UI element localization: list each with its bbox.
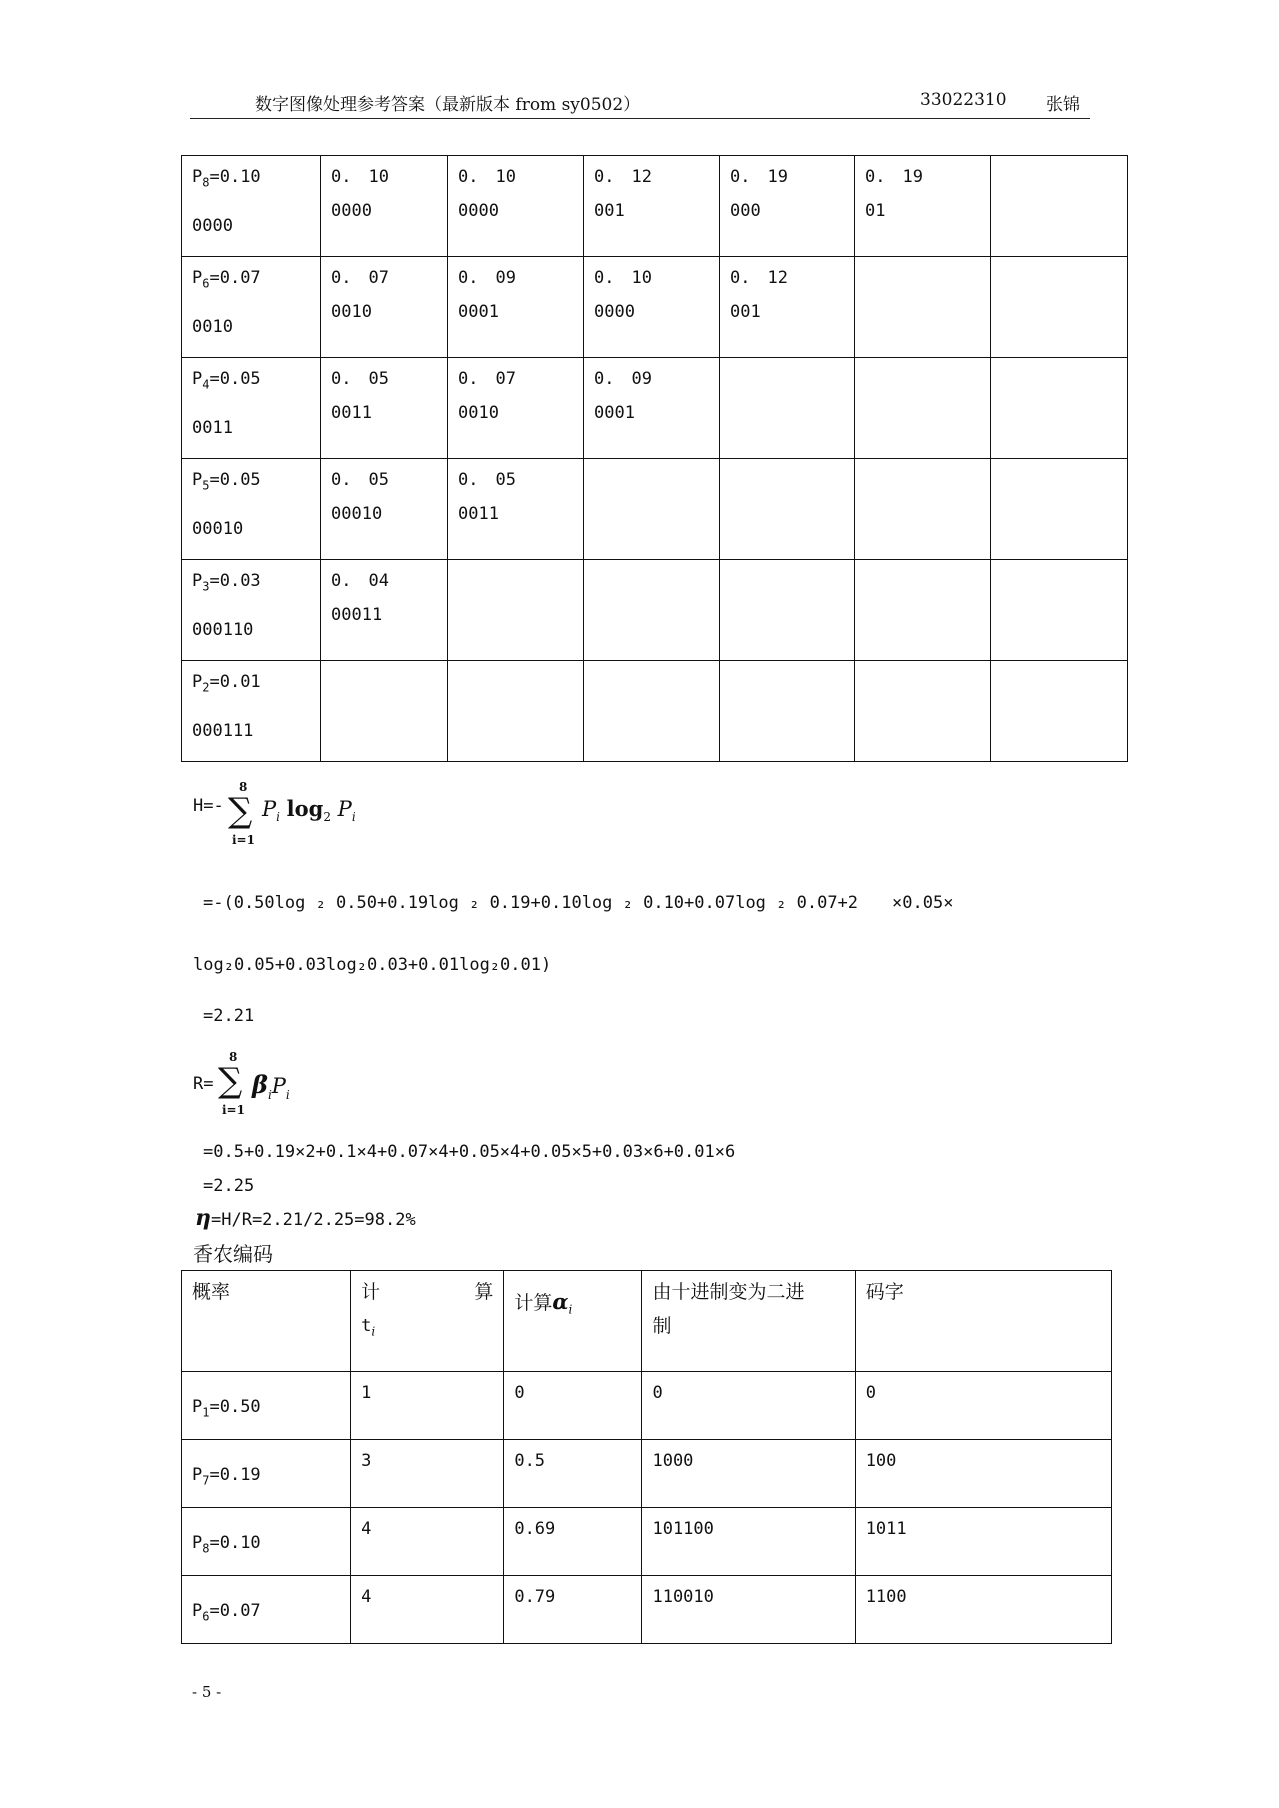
probability-cell: $P_1=0.50$ (182, 1372, 351, 1440)
binary-cell: 0 (642, 1372, 855, 1440)
table-cell: 0. 09 0001 (448, 257, 584, 358)
rate-sum-upper: 8 (229, 1050, 238, 1064)
table-row (182, 1372, 1112, 1440)
alpha-cell: 0 (504, 1372, 642, 1440)
probability-cell: $P_8=0.10$ (182, 1508, 351, 1576)
table-cell: 0. 10 0000 (321, 156, 448, 257)
probability-label-cell: $P_4=0.05$ 0011 (182, 358, 321, 459)
binary-cell: 1000 (642, 1440, 855, 1508)
header-calc-alpha: 计算$\alpha_i$ (504, 1271, 642, 1372)
alpha-cell: 0.69 (504, 1508, 642, 1576)
header-rule (190, 118, 1090, 119)
shannon-table (181, 1270, 1112, 1644)
table-row (182, 459, 1128, 560)
page-number: - 5 - (192, 1683, 222, 1701)
eta-symbol: η (195, 1205, 211, 1231)
codeword-cell: 1011 (855, 1508, 1111, 1576)
entropy-term: $P_i$ $\log_2 P_i$ (262, 796, 356, 825)
alpha-cell: 0.5 (504, 1440, 642, 1508)
table-row (182, 1576, 1112, 1644)
entropy-expansion-line1: =-(0.50log ₂ 0.50+0.19log ₂ 0.19+0.10log ₂ 0.10+0.07log ₂ 0.07+2 ×0.05× (203, 893, 954, 913)
t-cell: 4 (351, 1508, 504, 1576)
table-cell: 0. 04 00011 (321, 560, 448, 661)
t-cell: 3 (351, 1440, 504, 1508)
rate-result: =2.25 (203, 1176, 255, 1196)
entropy-sum-symbol: 8 ∑ i=1 (228, 780, 255, 847)
table-cell (720, 459, 855, 560)
table-row (182, 1440, 1112, 1508)
table-cell (991, 459, 1128, 560)
table-cell (584, 459, 720, 560)
table-row (182, 358, 1128, 459)
probability-label-cell: $P_8=0.10$ 0000 (182, 156, 321, 257)
probability-cell: $P_7=0.19$ (182, 1440, 351, 1508)
table-row (182, 661, 1128, 762)
header-convert-binary: 由十进制变为二进 制 (642, 1271, 855, 1372)
table-cell (448, 560, 584, 661)
binary-cell: 110010 (642, 1576, 855, 1644)
table-cell (991, 661, 1128, 762)
table-cell: 0. 12 001 (720, 257, 855, 358)
table-cell (855, 560, 991, 661)
header-probability: 概率 (182, 1271, 351, 1372)
table-cell (584, 560, 720, 661)
rate-term: $\beta_iP_i$ (252, 1070, 290, 1102)
page-header (190, 90, 1090, 120)
table-cell (448, 661, 584, 762)
table-cell (855, 358, 991, 459)
rate-expansion: =0.5+0.19×2+0.1×4+0.07×4+0.05×4+0.05×5+0.03×6+0.01×6 (203, 1142, 736, 1162)
table-cell: 0. 07 0010 (448, 358, 584, 459)
probability-label-cell: $P_5=0.05$ 00010 (182, 459, 321, 560)
table-cell (855, 459, 991, 560)
table-row (182, 257, 1128, 358)
table-cell: 0. 19 000 (720, 156, 855, 257)
table-cell: 0. 05 0011 (448, 459, 584, 560)
entropy-formula (193, 796, 224, 816)
table-cell: 0. 09 0001 (584, 358, 720, 459)
table-cell (855, 661, 991, 762)
efficiency-value: =H/R=2.21/2.25=98.2% (211, 1210, 416, 1230)
table-row (182, 156, 1128, 257)
table-cell (991, 560, 1128, 661)
shannon-header-row (182, 1271, 1112, 1372)
t-cell: 4 (351, 1576, 504, 1644)
binary-cell: 101100 (642, 1508, 855, 1576)
table-cell: 0. 10 0000 (448, 156, 584, 257)
table-cell (991, 257, 1128, 358)
table-cell (991, 358, 1128, 459)
huffman-table (181, 155, 1128, 762)
entropy-prefix: H=- (193, 796, 224, 816)
table-cell (855, 257, 991, 358)
table-row (182, 560, 1128, 661)
alpha-cell: 0.79 (504, 1576, 642, 1644)
header-title: 数字图像处理参考答案（最新版本 from sy0502） (255, 95, 641, 115)
probability-label-cell: $P_2=0.01$ 000111 (182, 661, 321, 762)
entropy-sum-lower: i=1 (232, 833, 255, 847)
header-calc-t: 计 算 $t_i$ (351, 1271, 504, 1372)
probability-label-cell: $P_6=0.07$ 0010 (182, 257, 321, 358)
table-cell (720, 358, 855, 459)
codeword-cell: 100 (855, 1440, 1111, 1508)
table-cell: 0. 19 01 (855, 156, 991, 257)
rate-sum-lower: i=1 (222, 1103, 245, 1117)
table-cell (584, 661, 720, 762)
table-cell (321, 661, 448, 762)
efficiency-line (195, 1205, 416, 1231)
table-cell: 0. 05 00010 (321, 459, 448, 560)
table-cell: 0. 05 0011 (321, 358, 448, 459)
rate-sum-symbol: 8 ∑ i=1 (218, 1050, 245, 1117)
header-author-name: 张锦 (1046, 95, 1080, 115)
header-codeword: 码字 (855, 1271, 1111, 1372)
t-cell: 1 (351, 1372, 504, 1440)
entropy-sum-upper: 8 (239, 780, 248, 794)
entropy-result: =2.21 (203, 1006, 255, 1026)
probability-cell: $P_6=0.07$ (182, 1576, 351, 1644)
table-cell: 0. 12 001 (584, 156, 720, 257)
table-row (182, 1508, 1112, 1576)
header-student-id: 33022310 (920, 90, 1007, 110)
table-cell: 0. 07 0010 (321, 257, 448, 358)
table-cell: 0. 10 0000 (584, 257, 720, 358)
rate-prefix: R= (193, 1074, 214, 1094)
codeword-cell: 0 (855, 1372, 1111, 1440)
table-cell (991, 156, 1128, 257)
codeword-cell: 1100 (855, 1576, 1111, 1644)
probability-label-cell: $P_3=0.03$ 000110 (182, 560, 321, 661)
table-cell (720, 661, 855, 762)
shannon-section-title: 香农编码 (193, 1242, 273, 1266)
table-cell (720, 560, 855, 661)
entropy-expansion-line2: log₂0.05+0.03log₂0.03+0.01log₂0.01) (193, 955, 552, 975)
